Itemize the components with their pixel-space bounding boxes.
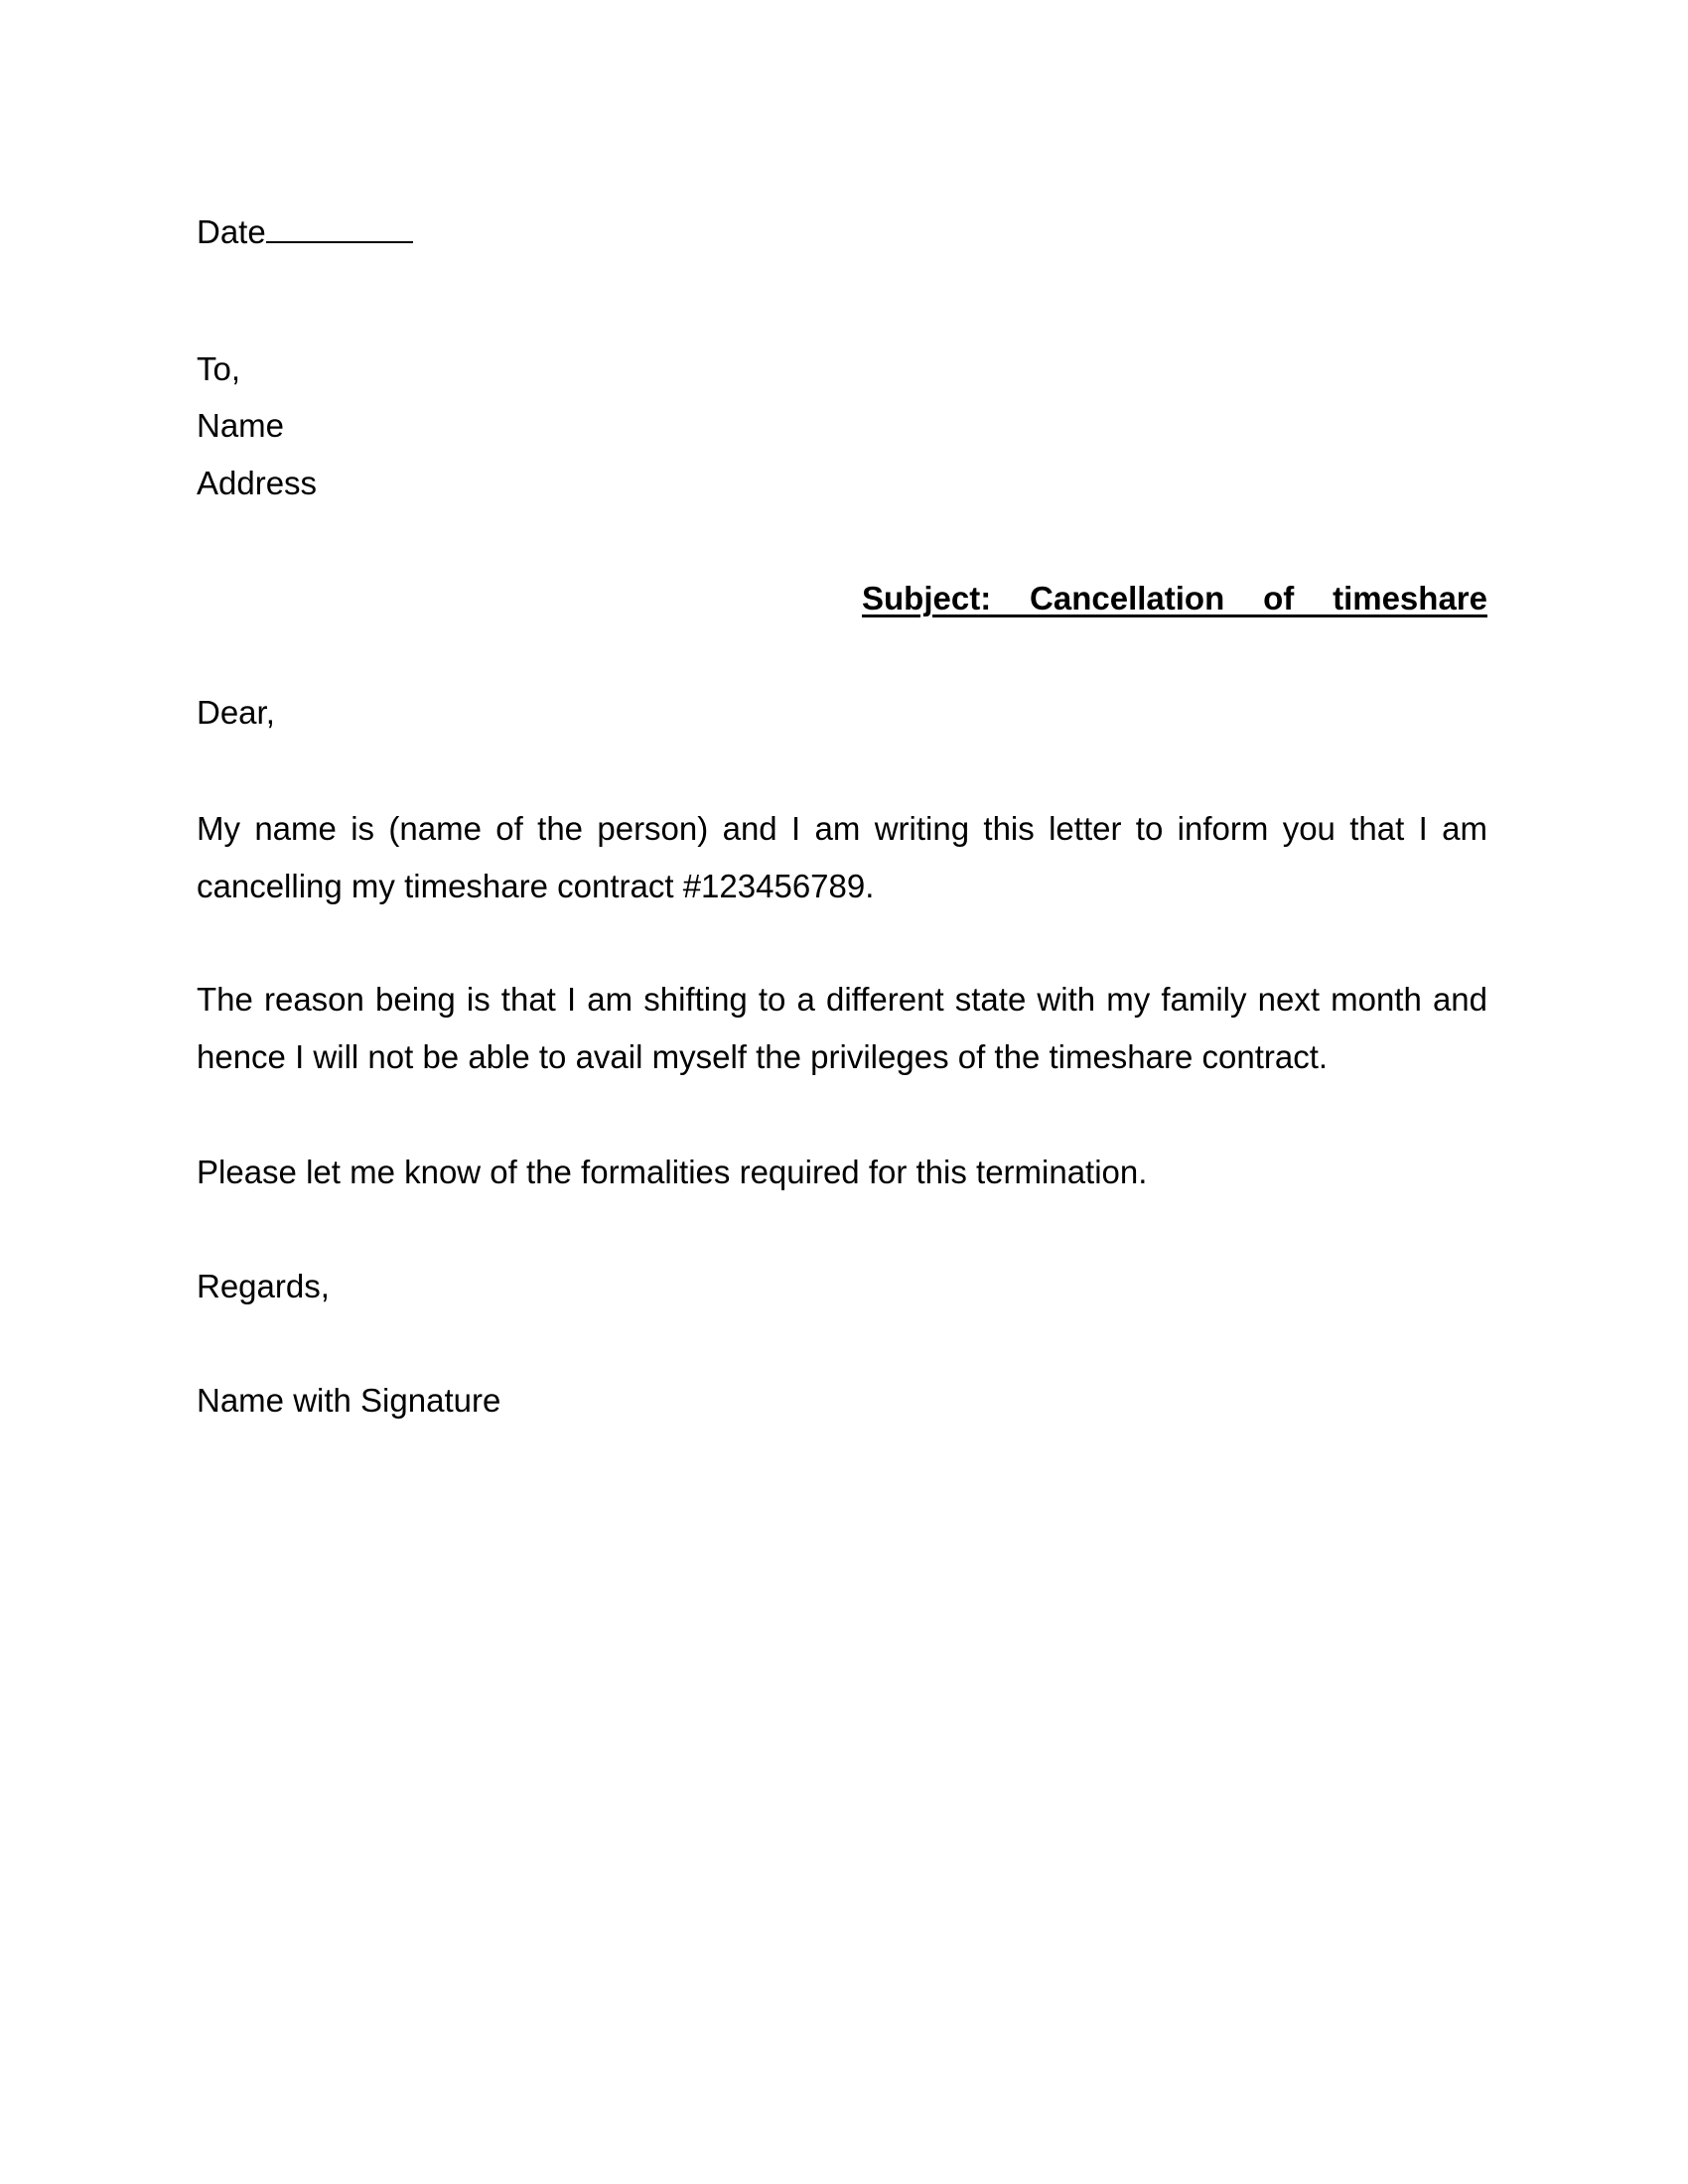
date-blank-field[interactable] (266, 215, 413, 243)
body-paragraph-1: My name is (name of the person) and I am writing this letter to inform you that I am cancelling my timeshare contract #123456789. (197, 810, 1487, 904)
recipient-to: To, (197, 350, 241, 387)
date-line (197, 212, 413, 252)
greeting: Dear, (197, 694, 275, 731)
subject-line: Subject: Cancellation of timeshare (862, 580, 1487, 616)
body-paragraph-3: Please let me know of the formalities required for this termination. (197, 1154, 1148, 1190)
date-label: Date (197, 213, 266, 250)
body-paragraph-2: The reason being is that I am shifting to a different state with my family next month and hence I will not be able to avail myself the privileges of the timeshare contract. (197, 981, 1487, 1075)
closing: Regards, (197, 1268, 330, 1304)
recipient-name: Name (197, 407, 285, 444)
signature-line: Name with Signature (197, 1382, 501, 1419)
recipient-address: Address (197, 465, 318, 501)
